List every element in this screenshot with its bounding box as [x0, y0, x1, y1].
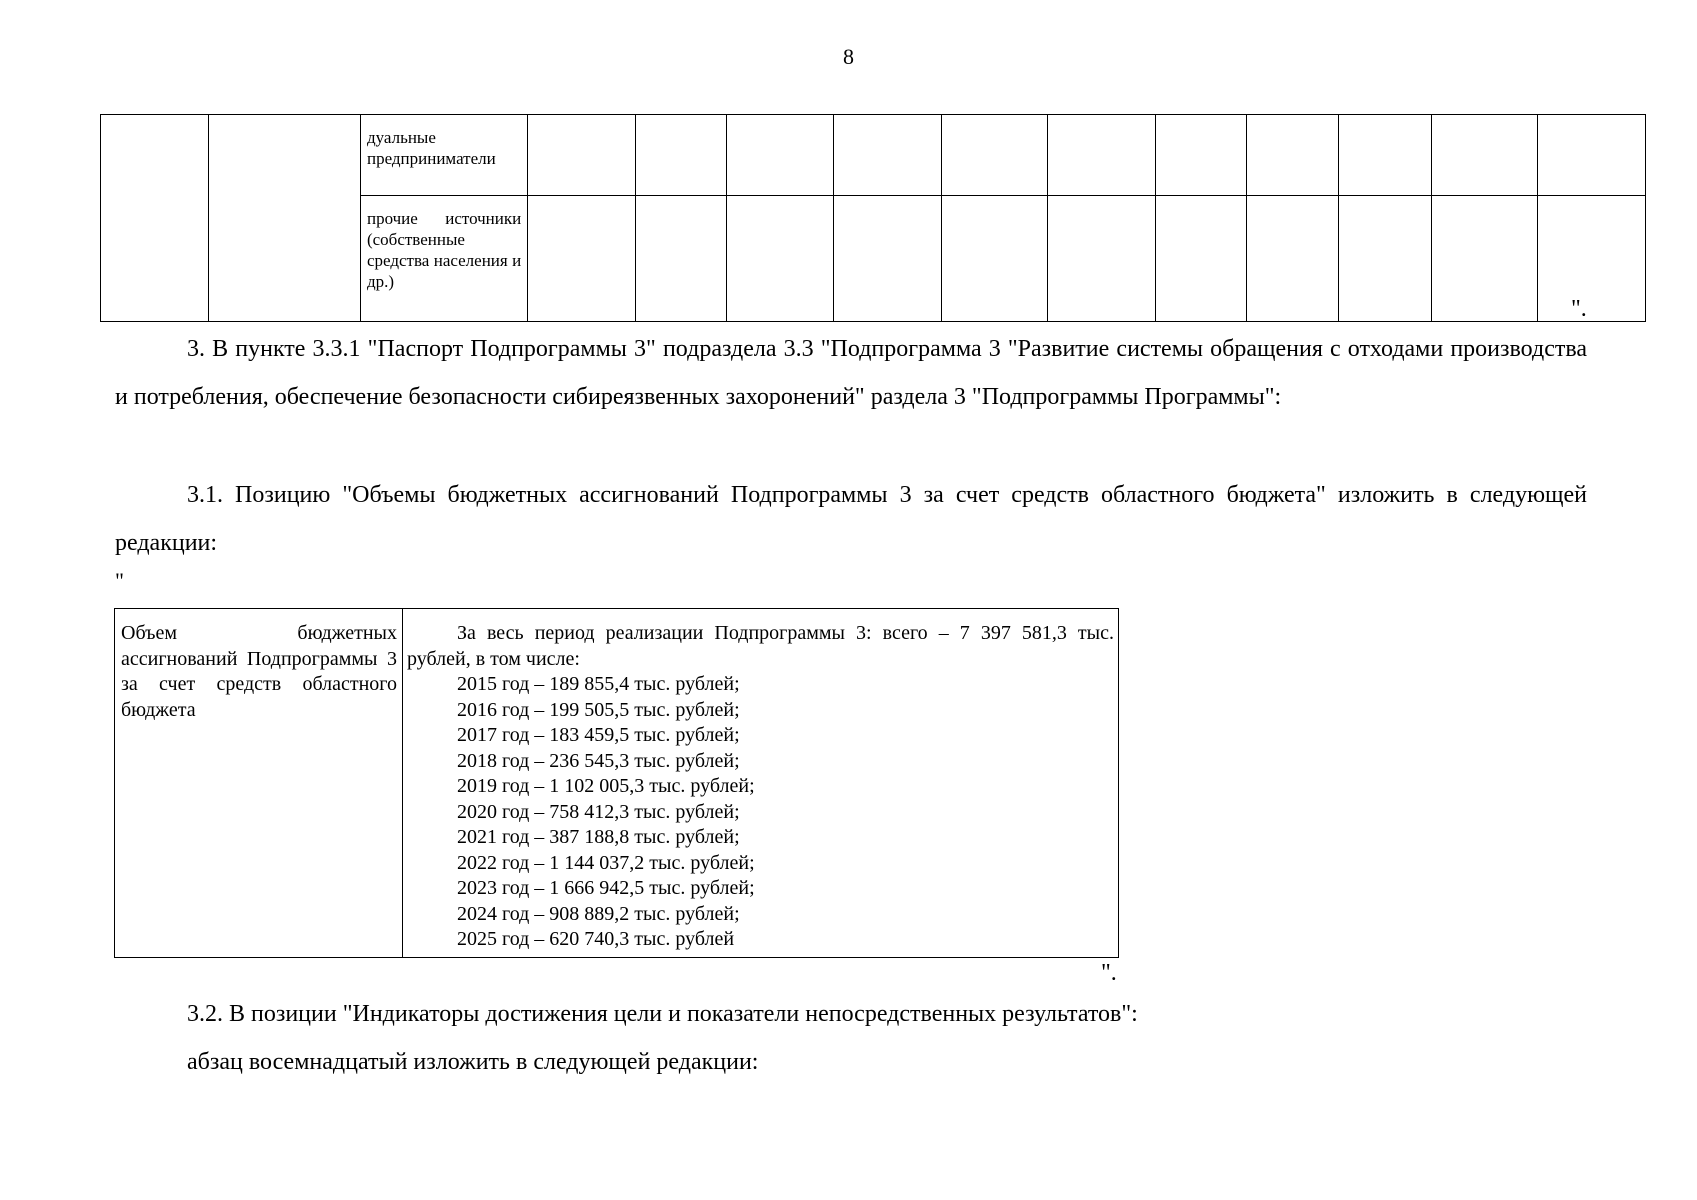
passport-total: За весь период реализации Подпрограммы 3: всего – 7 397 581,3 тыс. рублей, в том числе: — [407, 622, 1114, 670]
paragraph-item-3-2: 3.2. В позиции "Индикаторы достижения цели и показатели непосредственных результатов": — [187, 1001, 1138, 1027]
year-amount: 2025 год – 620 740,3 тыс. рублей — [457, 928, 735, 950]
empty-cell — [1339, 115, 1432, 196]
empty-cell — [635, 115, 727, 196]
empty-cell — [727, 196, 834, 322]
year-amount: 2015 год – 189 855,4 тыс. рублей; — [457, 673, 740, 695]
funding-source-label: прочие источники (собственные средства населения и др.) — [360, 196, 527, 322]
passport-table — [114, 608, 1119, 958]
year-amount: 2018 год – 236 545,3 тыс. рублей; — [457, 749, 740, 772]
empty-cell — [528, 196, 636, 322]
paragraph-instruction: абзац восемнадцатый изложить в следующей редакции: — [187, 1049, 759, 1075]
paragraph-item-3-1: 3.1. Позицию "Объемы бюджетных ассигнований Подпрограммы 3 за счет средств областного бюджета" изложить в следующей редакции: — [115, 482, 1587, 556]
funding-source-label: дуальные предприниматели — [360, 115, 527, 196]
empty-cell — [1538, 196, 1646, 322]
year-amount: 2024 год – 908 889,2 тыс. рублей; — [457, 902, 740, 925]
page-number: 8 — [843, 44, 854, 69]
continuation-table — [100, 114, 1646, 322]
empty-cell — [1431, 196, 1538, 322]
empty-cell — [1339, 196, 1432, 322]
table-row — [101, 115, 1646, 196]
empty-cell — [1431, 115, 1538, 196]
year-amount: 2023 год – 1 666 942,5 тыс. рублей; — [457, 877, 755, 899]
year-amount: 2021 год – 387 188,8 тыс. рублей; — [457, 826, 740, 848]
empty-cell — [1247, 196, 1339, 322]
empty-cell — [834, 196, 942, 322]
empty-cell — [1048, 196, 1156, 322]
empty-cell — [1538, 115, 1646, 196]
empty-cell — [101, 115, 209, 322]
year-amount: 2022 год – 1 144 037,2 тыс. рублей; — [457, 851, 755, 874]
opening-quote: " — [115, 568, 124, 593]
table-row — [115, 609, 1119, 958]
empty-cell — [941, 115, 1048, 196]
year-amount: 2016 год – 199 505,5 тыс. рублей; — [457, 698, 740, 721]
paragraph-item-3: 3. В пункте 3.3.1 "Паспорт Подпрограммы 3" подраздела 3.3 "Подпрограмма 3 "Развитие системы обращения с отходами производства и потребления, обеспечение безопасности сибиреязвенных захоронений" раздела 3 "Подпрограммы Программы": — [115, 336, 1587, 410]
empty-cell — [1155, 196, 1247, 322]
empty-cell — [834, 115, 942, 196]
empty-cell — [635, 196, 727, 322]
closing-quote: ". — [1571, 296, 1587, 322]
empty-cell — [941, 196, 1048, 322]
passport-position-label: Объем бюджетных ассигнований Подпрограммы 3 за счет средств областного бюджета — [115, 609, 403, 958]
year-amount: 2017 год – 183 459,5 тыс. рублей; — [457, 724, 740, 746]
empty-cell — [727, 115, 834, 196]
empty-cell — [208, 115, 360, 322]
empty-cell — [1048, 115, 1156, 196]
empty-cell — [1247, 115, 1339, 196]
year-amount: 2019 год – 1 102 005,3 тыс. рублей; — [457, 775, 755, 797]
empty-cell — [528, 115, 636, 196]
passport-position-content — [403, 609, 1119, 958]
closing-quote: ". — [1101, 960, 1117, 986]
empty-cell — [1155, 115, 1247, 196]
year-amount: 2020 год – 758 412,3 тыс. рублей; — [457, 800, 740, 823]
